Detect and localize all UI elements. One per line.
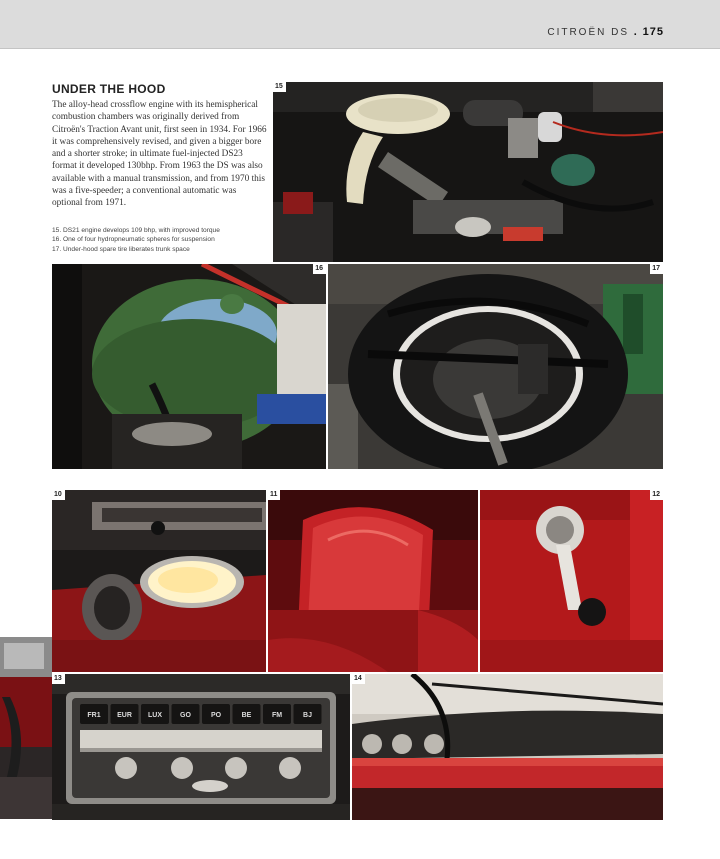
photo-number-15: 15 <box>273 82 286 92</box>
photo-number-14: 14 <box>352 674 365 684</box>
photo-number-10: 10 <box>52 490 65 500</box>
radio-preset-label: BJ <box>303 712 312 719</box>
radio-preset-label: PO <box>210 712 222 719</box>
radio-preset-label: FR1 <box>87 712 101 719</box>
running-title: CITROËN DS <box>547 27 630 38</box>
radio-preset-label: FM <box>271 712 283 719</box>
photo-lamp <box>52 490 266 672</box>
section-body: The alloy-head crossflow engine with its hemispherical combustion chambers was originally derived from Citroën's Traction Avant unit, first seen in 1934. For 1966 it was comprehensively revised, and given a bigger bore and a shorter stroke; in ultimate fuel-injected DS23 format it developed 130bhp. From 1963 the DS was also available with a manual transmission, and from 1970 this was a five-speeder; a conventional automatic was optional from 1971. <box>52 100 267 209</box>
photo-dashboard <box>352 674 663 820</box>
running-separator: . <box>633 26 638 38</box>
photo-radio <box>52 674 350 820</box>
photo-window-crank <box>480 490 663 672</box>
photo-sphere <box>52 264 326 469</box>
radio-preset-label: BE <box>241 712 252 719</box>
page-header <box>0 0 720 49</box>
caption-17: 17. Under-hood spare tire liberates trunk space <box>52 245 190 253</box>
photo-engine <box>273 82 663 262</box>
photo-number-12: 12 <box>650 490 663 500</box>
running-head <box>547 26 664 38</box>
photo-number-17: 17 <box>650 264 663 274</box>
photo-number-13: 13 <box>52 674 65 684</box>
caption-16: 16. One of four hydropneumatic spheres for suspension <box>52 236 215 244</box>
photo-spare-tire <box>328 264 663 469</box>
caption-15: 15. DS21 engine develops 109 bhp, with improved torque <box>52 227 220 234</box>
photo-number-11: 11 <box>268 490 280 500</box>
radio-preset-label: LUX <box>148 712 162 719</box>
section-heading: UNDER THE HOOD <box>52 82 166 96</box>
photo-headrest <box>268 490 478 672</box>
page-number: 175 <box>642 26 664 38</box>
caption-list <box>52 226 268 254</box>
radio-preset-label: GO <box>180 712 191 719</box>
photo-number-16: 16 <box>313 264 326 274</box>
edge-photo <box>0 637 52 819</box>
radio-preset-label: EUR <box>117 712 132 719</box>
